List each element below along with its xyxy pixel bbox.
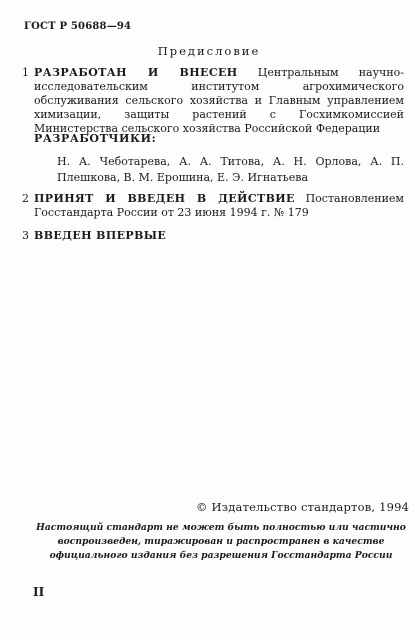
preface-item-3 (22, 229, 404, 243)
item-text: Центральным научно-исследовательским институтом агрохимического обслуживания сельского хозяйства и Главным управлением химизации, защиты растений с Госхимкомиссией Министерства сельского хозяйства Российской Федерации (34, 66, 404, 135)
page-number: II (33, 585, 45, 599)
preface-item-1 (22, 66, 404, 136)
item-heading: ВВЕДЕН ВПЕРВЫЕ (34, 229, 167, 242)
item-number: 1 (22, 66, 29, 79)
item-heading: РАЗРАБОТАН И ВНЕСЕН (34, 66, 238, 79)
item-number: 3 (22, 229, 29, 242)
standard-code: ГОСТ Р 50688—94 (24, 21, 132, 32)
reproduction-notice: Настоящий стандарт не может быть полностью или частично воспроизведен, тиражирован и распространен в качестве официального издания без разрешения Госстандарта России (36, 522, 406, 561)
item-text: Постановлением Госстандарта России от 23 июня 1994 г. № 179 (34, 192, 404, 219)
preface-item-2 (22, 192, 404, 220)
developers-list: Н. А. Чеботарева, А. А. Титова, А. Н. Орлова, А. П. Плешкова, В. М. Ерошина, Е. Э. Игнатьева (57, 155, 404, 184)
item-number: 2 (22, 192, 29, 205)
preface-title: Предисловие (157, 44, 261, 58)
item-heading: ПРИНЯТ И ВВЕДЕН В ДЕЙСТВИЕ (34, 192, 295, 205)
copyright-line: © Издательство стандартов, 1994 (196, 500, 410, 514)
developers-heading: РАЗРАБОТЧИКИ: (34, 132, 157, 145)
